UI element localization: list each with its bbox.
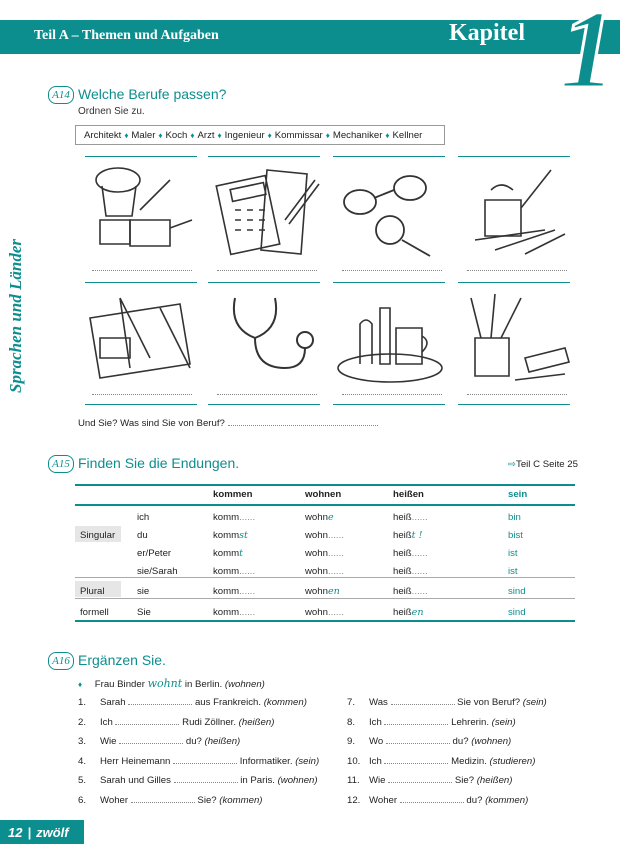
table-rule xyxy=(75,598,575,599)
table-rule xyxy=(75,504,575,506)
exercise-title-a16: Ergänzen Sie. xyxy=(78,652,166,668)
divider xyxy=(333,156,445,157)
form-cell-kommen: kommt xyxy=(213,548,243,559)
chapter-number: 1 xyxy=(560,0,616,112)
example-text: Frau Binder xyxy=(94,679,145,690)
answer-line[interactable] xyxy=(217,388,317,395)
page-number: 12 xyxy=(8,824,23,840)
chef-hat-pots-icon xyxy=(80,160,200,260)
exercise-item: 2. Ich Rudi Zöllner. (heißen) xyxy=(78,716,275,728)
answer-line[interactable] xyxy=(217,264,317,271)
oil-can-wrenches-icon xyxy=(455,160,575,260)
form-cell-kommen: komm...... xyxy=(213,607,256,618)
answer-line[interactable] xyxy=(92,388,192,395)
answer-line[interactable] xyxy=(342,264,442,271)
form-cell-sein: ist xyxy=(508,548,518,559)
page-footer: 12 | zwölf xyxy=(0,820,84,844)
divider xyxy=(208,156,320,157)
divider xyxy=(458,282,570,283)
blueprint-compass-icon xyxy=(80,288,200,388)
exercise-subtitle-a14: Ordnen Sie zu. xyxy=(78,106,145,117)
answer-line[interactable] xyxy=(467,264,567,271)
form-cell-sein: bin xyxy=(508,512,521,523)
example-text: in Berlin. xyxy=(184,679,223,690)
arrow-right-icon: ⇨ xyxy=(508,459,517,470)
word: Architekt xyxy=(84,129,122,141)
pronoun-cell: ich xyxy=(137,512,150,523)
paintbrushes-icon xyxy=(455,288,575,388)
answer-line[interactable] xyxy=(92,264,192,271)
side-label: Sprachen und Länder xyxy=(6,239,25,393)
form-cell-sein: ist xyxy=(508,566,518,577)
word: Maler xyxy=(131,129,156,141)
reference-text: Teil C Seite 25 xyxy=(516,459,578,470)
divider xyxy=(208,404,320,405)
table-header: heißen xyxy=(393,489,424,500)
stethoscope-icon xyxy=(205,288,325,388)
form-cell-wohnen: wohn...... xyxy=(305,548,344,559)
divider xyxy=(458,156,570,157)
form-cell-kommen: komm...... xyxy=(213,566,256,577)
exercise-item: 1. Sarah aus Frankreich. (kommen) xyxy=(78,697,307,708)
form-cell-kommen: komm...... xyxy=(213,512,256,523)
form-cell-wohnen: wohn...... xyxy=(305,607,344,618)
answer-line[interactable] xyxy=(342,388,442,395)
exercise-item: 4. Herr Heinemann Informatiker. (sein) xyxy=(78,755,320,767)
exercise-tag-a16: A16 xyxy=(48,652,74,670)
word: Ingenieur xyxy=(224,129,265,141)
exercise-tag-a14: A14 xyxy=(48,86,74,104)
exercise-item: 8. Ich Lehrerin. (sein) xyxy=(347,716,516,728)
table-rule xyxy=(75,484,575,486)
answer-line[interactable] xyxy=(467,388,567,395)
word: Kommissar xyxy=(274,129,323,141)
exercise-tag-a15: A15 xyxy=(48,455,74,473)
chapter-label: Kapitel xyxy=(449,20,525,46)
example-hint: (wohnen) xyxy=(224,679,265,690)
form-cell-kommen: kommst xyxy=(213,530,248,541)
exercise-item: 6. Woher Sie? (kommen) xyxy=(78,794,263,806)
divider xyxy=(458,404,570,405)
exercise-title-a14: Welche Berufe passen? xyxy=(78,86,227,102)
table-header: sein xyxy=(508,489,528,500)
tray-drinks-icon xyxy=(330,288,450,388)
word: Koch xyxy=(165,129,188,141)
answer-line[interactable] xyxy=(228,425,378,426)
table-header: kommen xyxy=(213,489,253,500)
word: Arzt xyxy=(197,129,215,141)
table-header: wohnen xyxy=(305,489,342,500)
exercise-item: 10. Ich Medizin. (studieren) xyxy=(347,755,536,767)
divider xyxy=(85,404,197,405)
section-title: Teil A – Themen und Aufgaben xyxy=(34,28,219,43)
form-cell-heissen: heiß...... xyxy=(393,566,428,577)
word: Mechaniker xyxy=(332,129,383,141)
form-cell-wohnen: wohne xyxy=(305,512,334,523)
form-cell-wohnen: wohnen xyxy=(305,586,340,597)
form-cell-sein: sind xyxy=(508,586,526,597)
calculator-ruler-icon xyxy=(205,160,325,260)
form-cell-wohnen: wohn...... xyxy=(305,530,344,541)
form-cell-sein: bist xyxy=(508,530,523,541)
exercise-item: 5. Sarah und Gilles in Paris. (wohnen) xyxy=(78,775,318,786)
form-cell-sein: sind xyxy=(508,607,526,618)
form-cell-heissen: heiß...... xyxy=(393,548,428,559)
table-rule xyxy=(75,577,575,578)
exercise-item: 11. Wie Sie? (heißen) xyxy=(347,775,513,786)
handcuffs-magnifier-icon xyxy=(330,160,450,260)
pronoun-cell: er/Peter xyxy=(137,548,172,559)
divider xyxy=(208,282,320,283)
form-cell-heissen: heißen xyxy=(393,607,424,618)
page-number-word: zwölf xyxy=(36,824,69,840)
form-cell-heissen: heißt ! xyxy=(393,530,423,541)
question xyxy=(78,418,378,429)
form-cell-heissen: heiß...... xyxy=(393,512,428,523)
exercise-item: 3. Wie du? (heißen) xyxy=(78,736,241,747)
exercise-item: 12. Woher du? (kommen) xyxy=(347,794,529,806)
exercise-title-a15: Finden Sie die Endungen. xyxy=(78,455,240,471)
word: Kellner xyxy=(392,129,423,141)
exercise-item: 9. Wo du? (wohnen) xyxy=(347,736,512,747)
row-group-label: Singular xyxy=(80,530,116,541)
pronoun-cell: sie xyxy=(137,586,150,597)
divider xyxy=(85,156,197,157)
example-line: ♦ Frau Binder wohnt in Berlin. (wohnen) xyxy=(78,677,265,690)
pronoun-cell: Sie xyxy=(137,607,151,618)
form-cell-heissen: heiß...... xyxy=(393,586,428,597)
pronoun-cell: du xyxy=(137,530,148,541)
row-group-label: Plural xyxy=(80,586,105,597)
divider xyxy=(333,282,445,283)
word-box: Architekt ♦ Maler ♦ Koch ♦ Arzt ♦ Ingenieur ♦ Kommissar ♦ Mechaniker ♦ Kellner xyxy=(75,125,445,145)
pronoun-cell: sie/Sarah xyxy=(137,566,178,577)
divider xyxy=(333,404,445,405)
example-fill: wohnt xyxy=(147,677,183,690)
row-group-label: formell xyxy=(80,607,109,618)
table-rule xyxy=(75,620,575,622)
question-text: Und Sie? Was sind Sie von Beruf? xyxy=(78,418,225,429)
reference xyxy=(508,459,578,470)
form-cell-wohnen: wohn...... xyxy=(305,566,344,577)
form-cell-kommen: komm...... xyxy=(213,586,256,597)
exercise-item: 7. Was Sie von Beruf? (sein) xyxy=(347,697,547,708)
divider xyxy=(85,282,197,283)
